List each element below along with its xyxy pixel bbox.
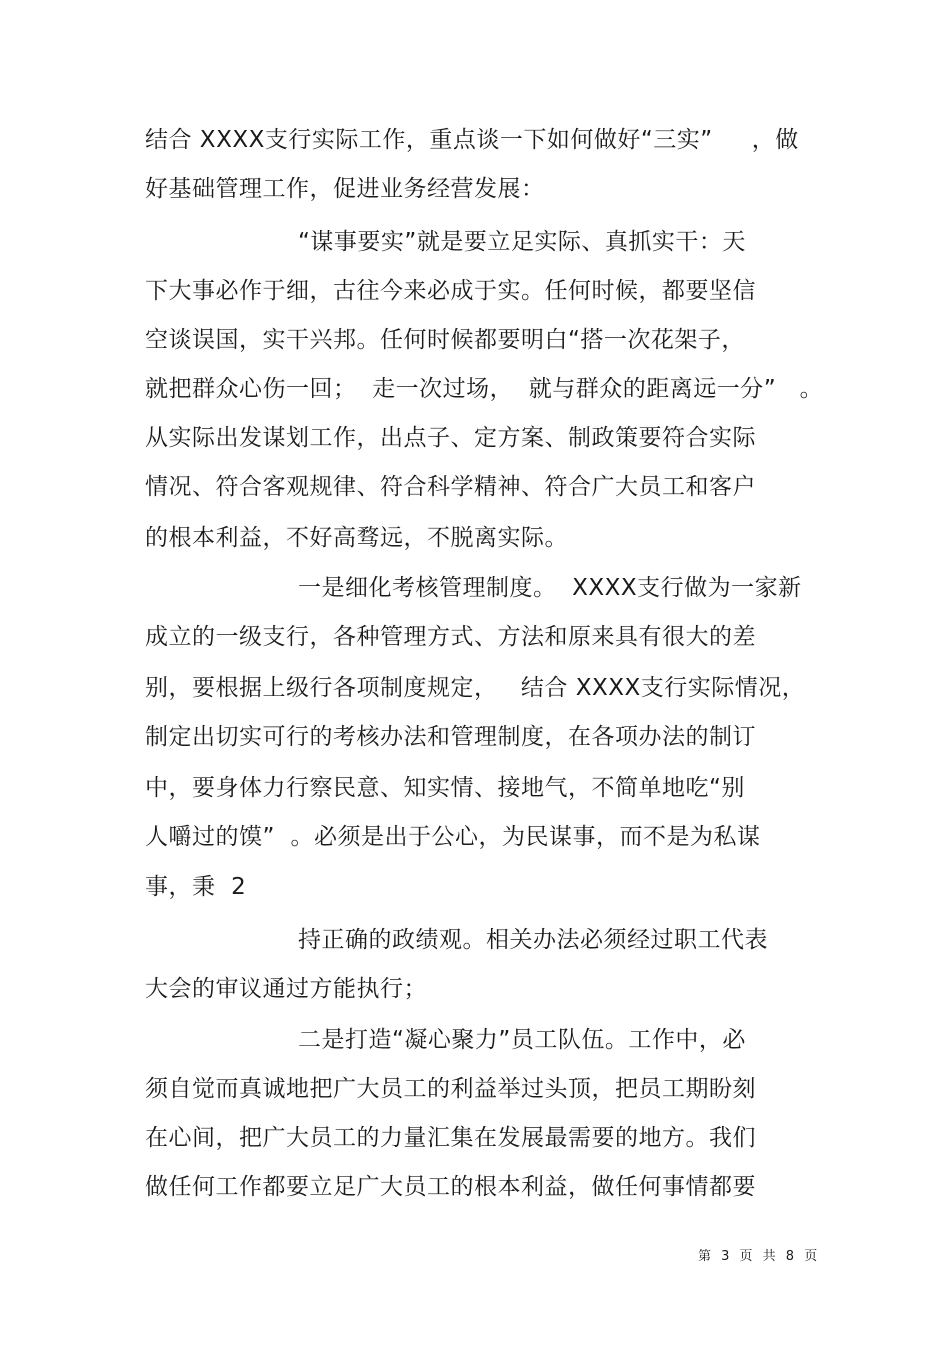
text-line: 做任何工作都要立足广大员工的根本利益，做任何事情都要 <box>145 1174 756 1200</box>
text-line: 二是打造“凝心聚力”员工队伍。工作中，必 <box>298 1027 746 1053</box>
text-line: 须自觉而真诚地把广大员工的利益举过头顶，把员工期盼刻 <box>145 1076 756 1102</box>
text-line: 制定出切实可行的考核办法和管理制度，在各项办法的制订 <box>145 724 756 750</box>
text-line: 成立的一级支行，各种管理方式、方法和原来具有很大的差 <box>145 624 756 650</box>
text-line: 的根本利益，不好高骛远，不脱离实际。 <box>145 525 568 551</box>
text-line: 事，秉 2 <box>145 874 247 900</box>
text-line: 在心间，把广大员工的力量汇集在发展最需要的地方。我们 <box>145 1125 756 1151</box>
text-line: 别，要根据上级行各项制度规定， 结合 XXXX支行实际情况， <box>145 675 806 701</box>
text-line: 结合 XXXX支行实际工作，重点谈一下如何做好“三实” ，做 <box>145 127 799 153</box>
text-line: 大会的审议通过方能执行； <box>145 976 427 1002</box>
text-line: 从实际出发谋划工作，出点子、定方案、制政策要符合实际 <box>145 425 756 451</box>
text-line: 好基础管理工作，促进业务经营发展： <box>145 176 545 202</box>
text-line: 下大事必作于细，古往今来必成于实。任何时候，都要坚信 <box>145 278 756 304</box>
text-line: 持正确的政绩观。相关办法必须经过职工代表 <box>298 927 768 953</box>
text-line: 情况、符合客观规律、符合科学精神、符合广大员工和客户 <box>145 474 756 500</box>
text-line: 人嚼过的馍” 。必须是出于公心，为民谋事，而不是为私谋 <box>145 824 761 850</box>
text-line: 就把群众心伤一回； 走一次过场， 就与群众的距离远一分” 。 <box>145 376 824 402</box>
text-line: “谋事要实”就是要立足实际、真抓实干：天 <box>298 229 746 255</box>
text-line: 中，要身体力行察民意、知实情、接地气，不简单地吃“别 <box>145 775 745 801</box>
text-line: 一是细化考核管理制度。 XXXX支行做为一家新 <box>298 575 802 601</box>
text-line: 空谈误国，实干兴邦。任何时候都要明白“搭一次花架子， <box>145 327 745 353</box>
page-number: 第 3 页 共 8 页 <box>698 1249 821 1264</box>
